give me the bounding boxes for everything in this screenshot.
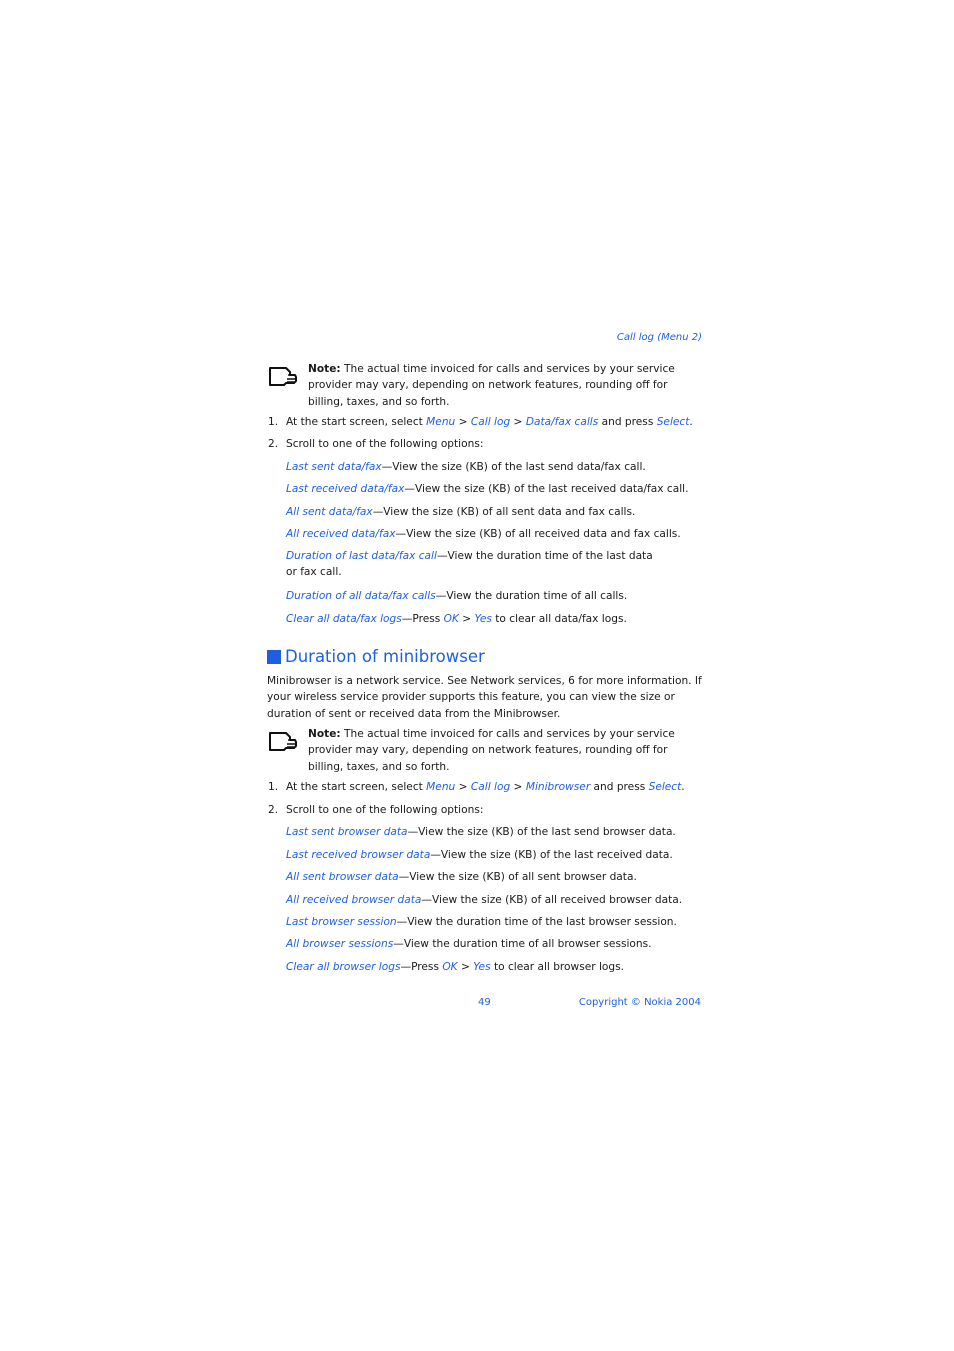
option-item: Duration of last data/fax call—View the duration time of the last data or fax call. (286, 550, 653, 579)
option-item: All received browser data—View the size (KB) of all received browser data. (286, 894, 683, 906)
menu-link: Menu (426, 416, 456, 428)
data-fax-calls-link: Data/fax calls (525, 416, 599, 428)
option-item: All received data/fax—View the size (KB) of all received data and fax calls. (286, 528, 681, 540)
ok-link: OK (442, 961, 458, 973)
option-item: Last sent browser data—View the size (KB) of the last send browser data. (286, 826, 676, 838)
option-item: Last sent data/fax—View the size (KB) of the last send data/fax call. (286, 461, 646, 473)
copyright: Copyright © Nokia 2004 (578, 997, 701, 1008)
page-number: 49 (478, 997, 491, 1008)
option-item: Last browser session—View the duration time of the last browser session. (286, 916, 677, 928)
yes-link: Yes (474, 613, 492, 625)
option-item: Last received browser data—View the size (KB) of the last received data. (286, 849, 673, 861)
note-2: Note: The actual time invoiced for calls and services by your service provider may vary, depending on network features, rounding off for billing, taxes, and so forth. (308, 728, 675, 773)
option-item: Last received data/fax—View the size (KB) of the last received data/fax call. (286, 483, 689, 495)
section-heading: Duration of minibrowser (267, 647, 485, 666)
section-intro: Minibrowser is a network service. See Network services, 6 for more information. If your wireless service provider supports this feature, you can view the size or duration of sent or received data from the Minibrowser. (267, 675, 702, 720)
note-hand-icon (268, 730, 298, 752)
browser-step-2: 2. Scroll to one of the following options: (268, 804, 484, 816)
option-item: All browser sessions—View the duration time of all browser sessions. (286, 938, 652, 950)
option-item: All sent data/fax—View the size (KB) of all sent data and fax calls. (286, 506, 636, 518)
call-log-link: Call log (470, 416, 511, 428)
note-1: Note: The actual time invoiced for calls and services by your service provider may vary, depending on network features, rounding off for billing, taxes, and so forth. (308, 363, 675, 408)
menu-link: Menu (426, 781, 456, 793)
option-item-clear: Clear all data/fax logs—Press OK > Yes to clear all data/fax logs. (286, 613, 627, 625)
data-fax-step-2: 2. Scroll to one of the following options: (268, 438, 484, 450)
yes-link: Yes (473, 961, 491, 973)
running-header: Call log (Menu 2) (616, 332, 702, 343)
data-fax-step-1: 1. At the start screen, select Menu > Call log > Data/fax calls and press Select. (268, 416, 693, 428)
heading-square-icon (267, 650, 281, 664)
minibrowser-link: Minibrowser (525, 781, 591, 793)
option-item: All sent browser data—View the size (KB) of all sent browser data. (286, 871, 637, 883)
note-hand-icon (268, 365, 298, 387)
option-item: Duration of all data/fax calls—View the duration time of all calls. (286, 590, 628, 602)
option-item-clear: Clear all browser logs—Press OK > Yes to clear all browser logs. (286, 961, 624, 973)
browser-step-1: 1. At the start screen, select Menu > Call log > Minibrowser and press Select. (268, 781, 685, 793)
select-link: Select (648, 781, 682, 793)
select-link: Select (656, 416, 690, 428)
ok-link: OK (443, 613, 459, 625)
call-log-link: Call log (470, 781, 511, 793)
